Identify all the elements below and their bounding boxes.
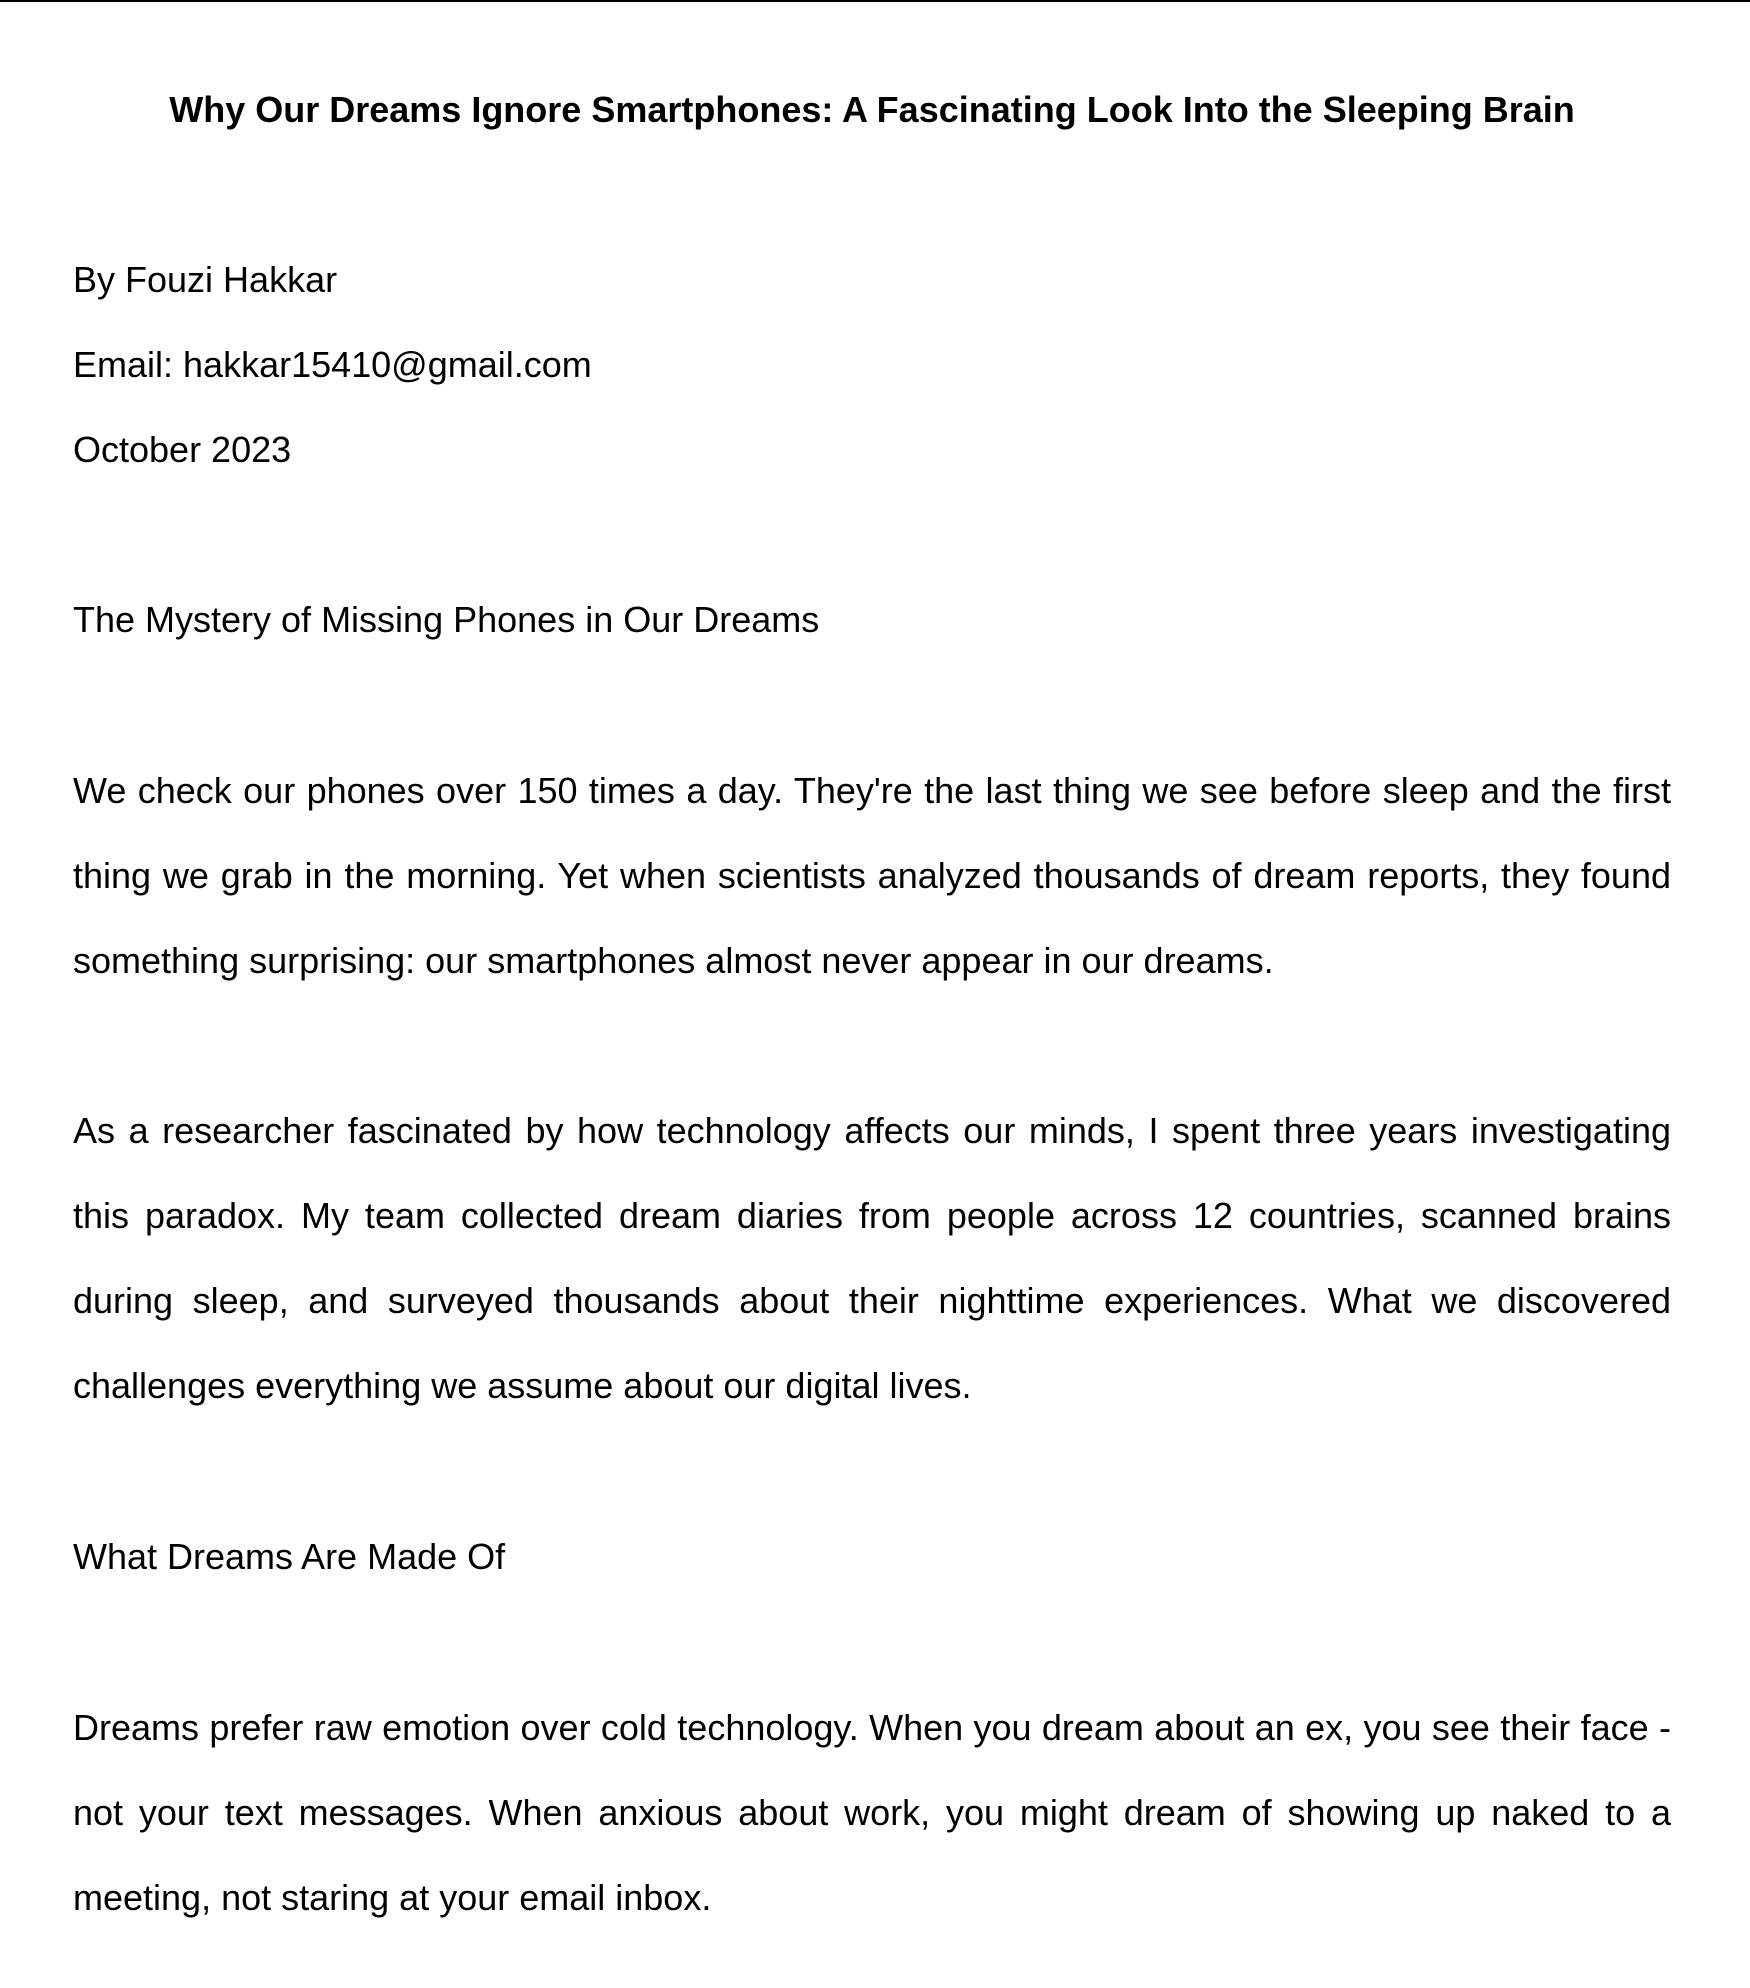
section-heading-mystery: The Mystery of Missing Phones in Our Dreams (73, 599, 820, 640)
paragraph-3: Dreams prefer raw emotion over cold technology. When you dream about an ex, you see their face - not your text messages. When anxious about work, you might dream of showing up naked to a meeting, not staring at your email inbox. (73, 1707, 1671, 1918)
publication-date: October 2023 (73, 429, 292, 470)
paragraph-2: As a researcher fascinated by how technology affects our minds, I spent three years investigating this paradox. My team collected dream diaries from people across 12 countries, scanned brains during sleep, and surveyed thousands about their nighttime experiences. What we discovered challenges everything we assume about our digital lives. (73, 1110, 1671, 1406)
top-border-line (0, 0, 1750, 2)
article-title: Why Our Dreams Ignore Smartphones: A Fascinating Look Into the Sleeping Brain (169, 89, 1575, 130)
paragraph-1: We check our phones over 150 times a day. They're the last thing we see before sleep and the first thing we grab in the morning. Yet when scientists analyzed thousands of dream reports, they found something surprising: our smartphones almost never appear in our dreams. (73, 770, 1671, 981)
author-email: Email: hakkar15410@gmail.com (73, 344, 592, 385)
section-heading-dreams: What Dreams Are Made Of (73, 1536, 506, 1577)
author-byline: By Fouzi Hakkar (73, 259, 338, 300)
